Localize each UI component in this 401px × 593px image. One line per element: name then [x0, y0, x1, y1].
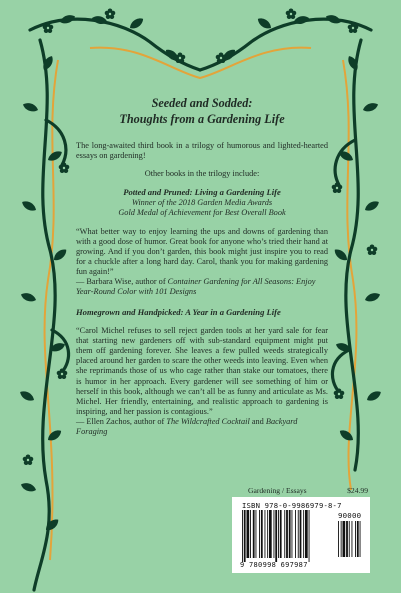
barcode-bar [309, 510, 310, 562]
barcode-bar [295, 510, 296, 558]
review-attribution-1 [76, 277, 328, 297]
attribution-2-work-2: Backyard Foraging [76, 416, 298, 437]
barcode-bar [298, 510, 299, 558]
barcode-addon-bar [355, 521, 356, 557]
barcode-bar [242, 510, 243, 562]
barcode-bar [259, 510, 260, 558]
barcode-bar [289, 510, 291, 558]
barcode-bar [244, 510, 246, 562]
book1-block [76, 187, 328, 218]
barcode-bar [305, 510, 308, 558]
barcode-addon-bar [341, 521, 342, 557]
attribution-2-connector: and [249, 416, 266, 426]
barcode-bar [253, 510, 255, 558]
book1-award-line-1: Winner of the 2018 Garden Media Awards [131, 197, 273, 207]
category-label: Gardening / Essays [248, 486, 307, 495]
barcode-bar [284, 510, 285, 558]
barcode-addon-bar [357, 521, 359, 557]
attribution-2-prefix: — Ellen Zachos, author of [76, 416, 167, 426]
barcode-box [232, 497, 370, 573]
book-title [76, 96, 328, 128]
barcode-addon-bar [352, 521, 353, 557]
attribution-1-prefix: — Barbara Wise, author of [76, 277, 168, 287]
barcode-bar [261, 510, 263, 558]
barcode-addon-bar [338, 521, 339, 557]
category-price-line [248, 486, 368, 495]
title-line-1: Seeded and Sodded: [151, 96, 253, 110]
barcode-bar [280, 510, 282, 558]
text-content [76, 96, 328, 446]
isbn-text: ISBN 978-0-9986979-8-7 [242, 501, 342, 510]
barcode-bar [275, 510, 277, 562]
barcode-bar [256, 510, 257, 558]
barcode-bar [286, 510, 288, 558]
title-line-2: Thoughts from a Gardening Life [119, 111, 285, 126]
ean-number: 9 780998 697987 [240, 561, 308, 569]
attribution-1-work: Container Gardening for All Seasons: Enjoy Year-Round Color with 101 Designs [76, 277, 316, 297]
barcode-bar [267, 510, 268, 558]
book1-award-line-2: Gold Medal of Achievement for Best Overall Book [118, 207, 286, 217]
barcode-bar [269, 510, 272, 558]
book1-title: Potted and Pruned: Living a Gardening Life [123, 187, 281, 198]
barcode-addon-bar [343, 521, 346, 557]
barcode-bar [265, 510, 266, 558]
intro-paragraph: The long-awaited third book in a trilogy of humorous and lighted-hearted essays on gardening! [76, 140, 328, 160]
barcode-bar [303, 510, 304, 558]
barcode-bar [250, 510, 251, 558]
other-books-heading: Other books in the trilogy include: [144, 168, 260, 178]
barcode-bar [278, 510, 279, 558]
review-quote-2: “Carol Michel refuses to sell reject garden tools at her yard sale for fear that starting new gardeners off with sub-standard equipment might put them off gardening forever. She leaves a few pulled weeds strategically placed around her garden to scare the other weeds into leaving. Even when she reprimands those of us who cage rather than stake our tomatoes, there is humor in her approach. Every gardener will see something of him or herself in this book, although we can’t all be as funny and articulate as Ms. Michel. Her friendly, entertaining, and realistic approach to gardening is inspiring, and her passion is contagious.” [76, 326, 328, 416]
barcode-bar [300, 510, 302, 558]
book2-title: Homegrown and Handpicked: A Year in a Gardening Life [76, 306, 281, 317]
barcode-bar [292, 510, 293, 558]
barcode-addon-bar [346, 521, 348, 557]
price-label: $24.99 [347, 486, 368, 495]
review-quote-1: “What better way to enjoy learning the ups and downs of gardening than with a good dose of humor. Great book for anyone who’s tried their hand at growing. And if you don’t garden, this book might just inspire you to read for a chuckle after a long hard day. Carol, thank you for making gardening fun again!” [76, 226, 328, 277]
barcode-bar [274, 510, 275, 558]
barcode-bar [247, 510, 250, 558]
attribution-2-work-1: The Wildcrafted Cocktail [166, 416, 250, 426]
price-code: 90000 [338, 511, 362, 520]
review-attribution-2 [76, 417, 328, 437]
barcode-addon-bar [360, 521, 361, 557]
barcode-addon-bar [349, 521, 350, 557]
